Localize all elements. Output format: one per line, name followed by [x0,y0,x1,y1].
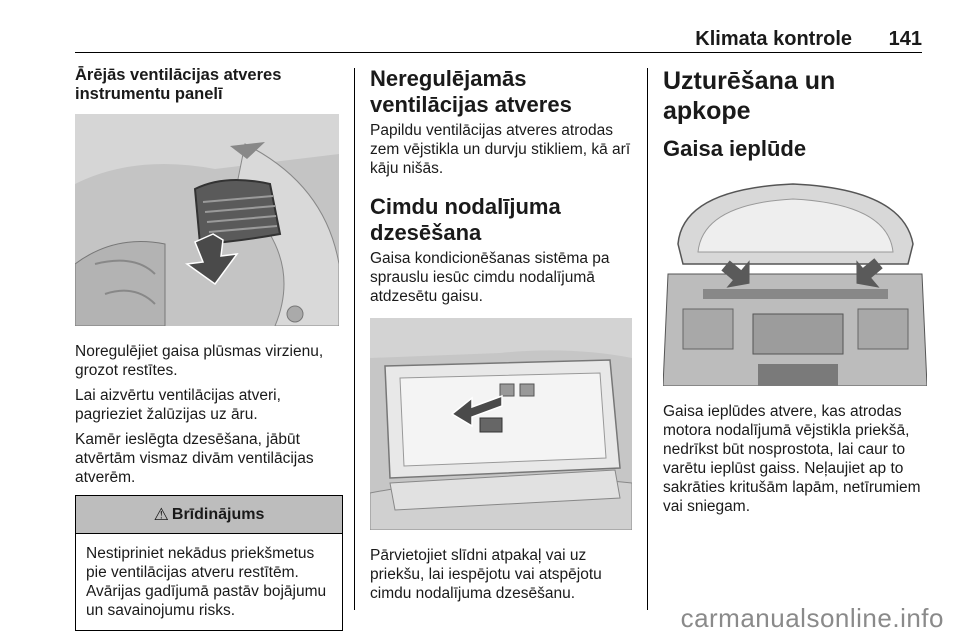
section-heading-maintenance: Uzturēšana un apkope [663,67,836,125]
warning-box [75,495,343,631]
warning-triangle-icon: ⚠ [153,504,169,524]
figure-glovebox [370,318,632,530]
paragraph-cooling-note: Kamēr ieslēgta dzesēšana, jābūt atvērtām vismaz divām ventilācijas atverēm. [75,431,314,486]
watermark: carmanualsonline.info [680,603,944,633]
column-divider-2 [647,68,648,610]
section-heading-glovebox-cooling: Cimdu nodalījuma dzesēšana [370,194,561,245]
figure-engine-bay [663,174,927,386]
section-heading-dashboard-vents: Ārējās ventilācijas atveres instrumentu panelī [75,66,282,103]
paragraph-fixed-vents: Papildu ventilācijas atveres atrodas zem vējstikla un durvju stikliem, kā arī kāju nišās. [370,122,631,177]
glovebox-illustration [370,318,632,530]
paragraph-slider-instructions: Pārvietojiet slīdni atpakaļ vai uz priekšu, lai iespējotu vai atspējotu cimdu nodalījuma dzesēšanu. [370,547,602,602]
paragraph-close-vent: Lai aizvērtu ventilācijas atveri, pagrieziet žalūzijas uz āru. [75,387,281,423]
warning-text: Nestipriniet nekādus priekšmetus pie ventilācijas atveru restītēm. Avārijas gadījumā pastāv bojājumu un savainojumu risks. [86,545,327,619]
paragraph-glovebox-cooling: Gaisa kondicionēšanas sistēma pa sprauslu iesūc cimdu nodalījumā atdzesētu gaisu. [370,250,610,305]
section-heading-fixed-vents: Neregulējamās ventilācijas atveres [370,66,572,117]
dashboard-vent-illustration [75,114,339,326]
column-2 [370,66,638,603]
page-header-title: Klimata kontrole [695,28,852,50]
figure-dashboard-vent [75,114,339,326]
paragraph-adjust-airflow: Noregulējiet gaisa plūsmas virzienu, grozot restītes. [75,343,324,379]
section-heading-air-intake: Gaisa ieplūde [663,136,807,161]
warning-title: Brīdinājums [171,505,265,523]
header-rule [75,52,922,53]
column-divider-1 [354,68,355,610]
column-1 [75,66,343,631]
engine-bay-illustration [663,174,927,386]
page-number: 141 [888,28,922,50]
column-3 [663,66,927,516]
paragraph-air-intake: Gaisa ieplūdes atvere, kas atrodas motora nodalījumā vējstikla priekšā, nedrīkst būt nosprostota, lai caur to varētu ieplūst gaiss. Neļaujiet ap to sakrāties kritušām lapām, netīrumiem vai sniegam. [663,403,921,515]
warning-header [76,496,342,534]
